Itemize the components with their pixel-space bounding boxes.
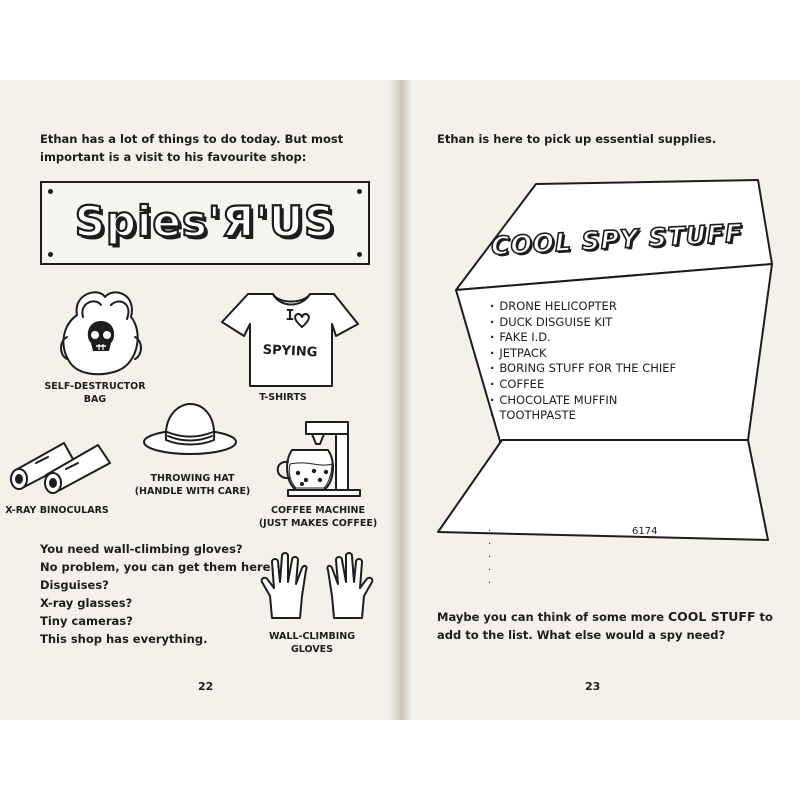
tshirt-i-text: I xyxy=(285,306,295,324)
caption-gloves: WALL-CLIMBING GLOVES xyxy=(269,631,355,655)
left-page xyxy=(0,80,398,720)
backpack-skull-icon xyxy=(55,285,150,380)
caption-self-destructor-bag: SELF-DESTRUCTOR BAG xyxy=(44,381,146,405)
blank-list-dots: · · · · · xyxy=(488,526,492,589)
list-item: · JETPACK xyxy=(490,346,676,362)
binoculars-icon xyxy=(6,435,116,495)
page-number-right: 23 xyxy=(585,680,601,693)
list-item: · COFFEE xyxy=(490,377,676,393)
book-gutter xyxy=(388,80,412,720)
heart-icon xyxy=(293,312,311,328)
caption-binoculars: X-RAY BINOCULARS xyxy=(5,505,109,516)
questions-text: You need wall-climbing gloves? No problem, you can get them here. Disguises? X-ray glasses? Tiny cameras? This shop has everything. xyxy=(40,542,275,646)
list-code: 6174 xyxy=(632,526,658,537)
shop-name: Spies'Я'US xyxy=(74,197,336,246)
caption-coffee-machine: COFFEE MACHINE (JUST MAKES COFFEE) xyxy=(258,505,378,529)
list-item: · CHOCOLATE MUFFIN xyxy=(490,393,676,409)
page-number-left: 22 xyxy=(198,680,214,693)
list-item: · FAKE I.D. xyxy=(490,330,676,346)
hat-icon xyxy=(140,400,240,460)
right-page xyxy=(398,80,800,720)
coffee-machine-icon xyxy=(268,418,368,498)
list-item: · BORING STUFF FOR THE CHIEF xyxy=(490,361,676,377)
list-item: · DRONE HELICOPTER xyxy=(490,299,676,315)
tshirt-icon xyxy=(218,290,363,390)
caption-tshirts: T-SHIRTS xyxy=(259,392,307,403)
outro-text: Maybe you can think of some more COOL STUFF to add to the list. What else would a spy need? xyxy=(437,609,773,642)
caption-throwing-hat: THROWING HAT (HANDLE WITH CARE) xyxy=(134,473,251,497)
intro-text: Ethan has a lot of things to do today. But most important is a visit to his favourite shop: xyxy=(40,132,344,164)
list-item: · DUCK DISGUISE KIT xyxy=(490,315,676,331)
list-title: COOL SPY STUFF xyxy=(490,218,744,261)
open-book xyxy=(0,80,800,720)
list-item: · TOOTHPASTE xyxy=(490,408,676,424)
intro-text-right: Ethan is here to pick up essential supplies. xyxy=(437,132,717,146)
shop-sign xyxy=(40,181,370,265)
spy-stuff-list xyxy=(490,299,676,424)
tshirt-spying-text: SPYING xyxy=(262,342,318,361)
gloves-icon xyxy=(258,552,376,624)
